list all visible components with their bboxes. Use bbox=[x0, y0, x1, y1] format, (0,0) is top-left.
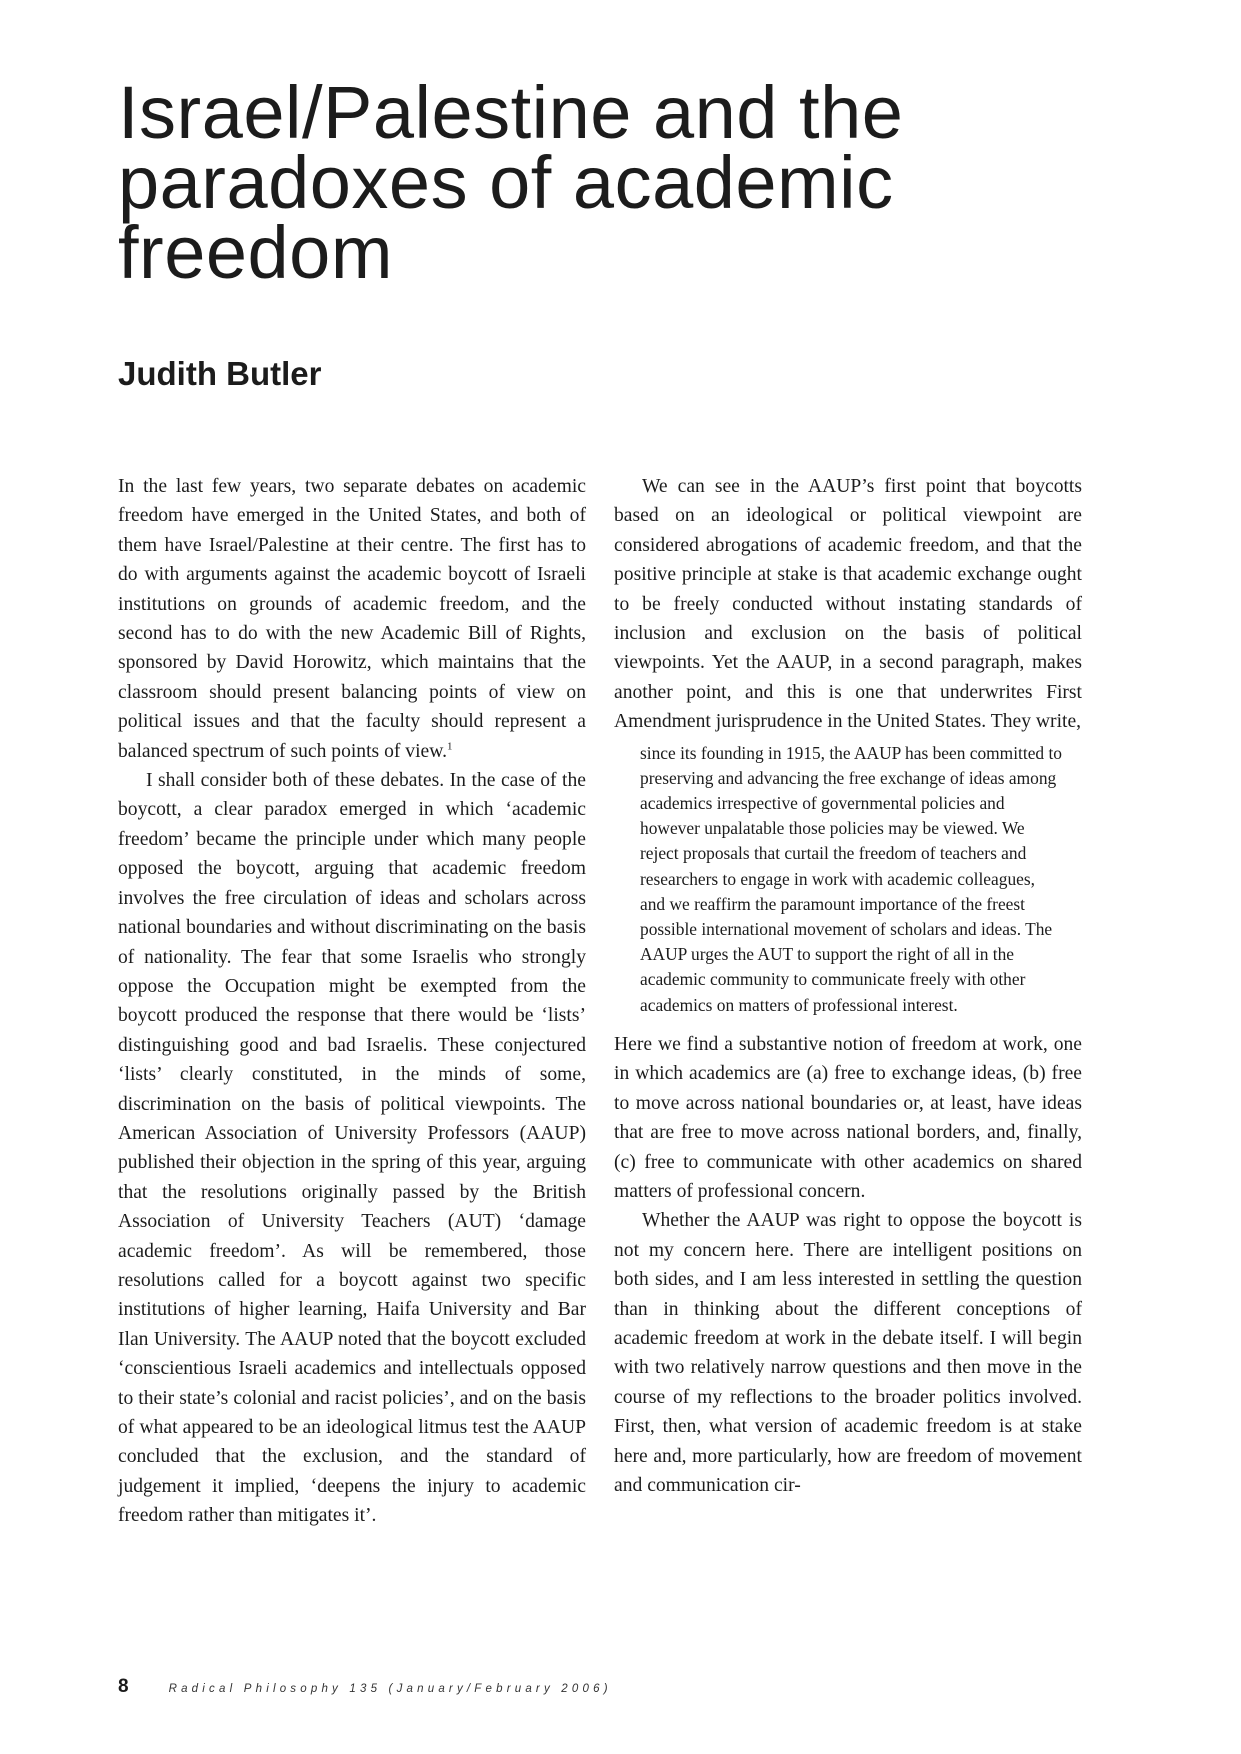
paragraph-text: In the last few years, two separate debates on academic freedom have emerged in the United States, and both of them have Israel/Palestine at their centre. The first has to do with arguments against the academic boycott of Israeli institutions on grounds of academic freedom, and the second has to do with the new Academic Bill of Rights, sponsored by David Horowitz, which maintains that the classroom should present balancing points of view on political issues and that the faculty should represent a balanced spectrum of such points of view. bbox=[118, 476, 586, 762]
journal-citation: Radical Philosophy 135 (January/February 2006) bbox=[168, 1683, 612, 1695]
page-footer bbox=[118, 1676, 612, 1698]
author-name: Judith Butler bbox=[118, 355, 322, 392]
paragraph: I shall consider both of these debates. In the case of the boycott, a clear paradox emerged in which ‘academic freedom’ became the principle under which many people opposed the boycott, arguing that academic freedom involves the free circulation of ideas and scholars across national boundaries and without discriminating on the basis of nationality. The fear that some Israelis who strongly oppose the Occupation might be exempted from the boycott produced the response that there would be ‘lists’ distinguishing good and bad Israelis. These conjectured ‘lists’ clearly constituted, in the minds of some, discrimination on the basis of political viewpoints. The American Association of University Professors (AAUP) published their objection in the spring of this year, arguing that the resolutions originally passed by the British Association of University Teachers (AUT) ‘damage academic freedom’. As will be remembered, those resolutions called for a boycott against two specific institutions of higher learning, Haifa University and Bar Ilan University. The AAUP noted that the boycott excluded ‘conscientious Israeli academics and intellectuals opposed to their state’s colonial and racist policies’, and on the basis of what appeared to be an ideological litmus test the AAUP concluded that the exclusion, and the standard of judgement it implied, ‘deepens the injury to academic freedom rather than mitigates it’. bbox=[118, 770, 586, 1527]
block-quote: since its founding in 1915, the AAUP has been committed to preserving and advancing the free exchange of ideas among academics irrespective of governmental policies and however unpalatable those policies may be viewed. We reject proposals that curtail the freedom of teachers and researchers to engage in work with academic colleagues, and we reaffirm the paramount importance of the freest possible international movement of scholars and ideas. The AAUP urges the AUT to support the right of all in the academic community to communicate freely with other academics on matters of professional interest. bbox=[640, 742, 1062, 1015]
right-column bbox=[614, 472, 1082, 1500]
paragraph: Here we find a substantive notion of freedom at work, one in which academics are (a) free to exchange ideas, (b) free to move across national boundaries or, at least, have ideas that are free to move across national borders, and, finally, (c) free to communicate with other academics on shared matters of professional concern. bbox=[614, 1033, 1082, 1202]
left-column bbox=[118, 472, 586, 1531]
paragraph: Whether the AAUP was right to oppose the boycott is not my concern here. There are intelligent positions on both sides, and I am less interested in settling the question than in thinking about the different conceptions of academic freedom at work in the debate itself. I will begin with two relatively narrow questions and then move in the course of my reflections to the broader politics involved. First, then, what version of academic freedom is at stake here and, more particularly, how are freedom of movement and communication cir- bbox=[614, 1210, 1082, 1496]
footnote-marker[interactable]: 1 bbox=[447, 740, 453, 753]
article-title: Israel/Palestine and the paradoxes of academic freedom bbox=[118, 71, 904, 294]
page-number: 8 bbox=[118, 1676, 129, 1697]
paragraph bbox=[118, 472, 586, 766]
paragraph: We can see in the AAUP’s first point that boycotts based on an ideological or political viewpoint are considered abrogations of academic freedom, and that the positive principle at stake is that academic exchange ought to be freely conducted without instating standards of inclusion and exclusion on the basis of political viewpoints. Yet the AAUP, in a second paragraph, makes another point, and this is one that underwrites First Amendment jurisprudence in the United States. They write, bbox=[614, 476, 1082, 733]
